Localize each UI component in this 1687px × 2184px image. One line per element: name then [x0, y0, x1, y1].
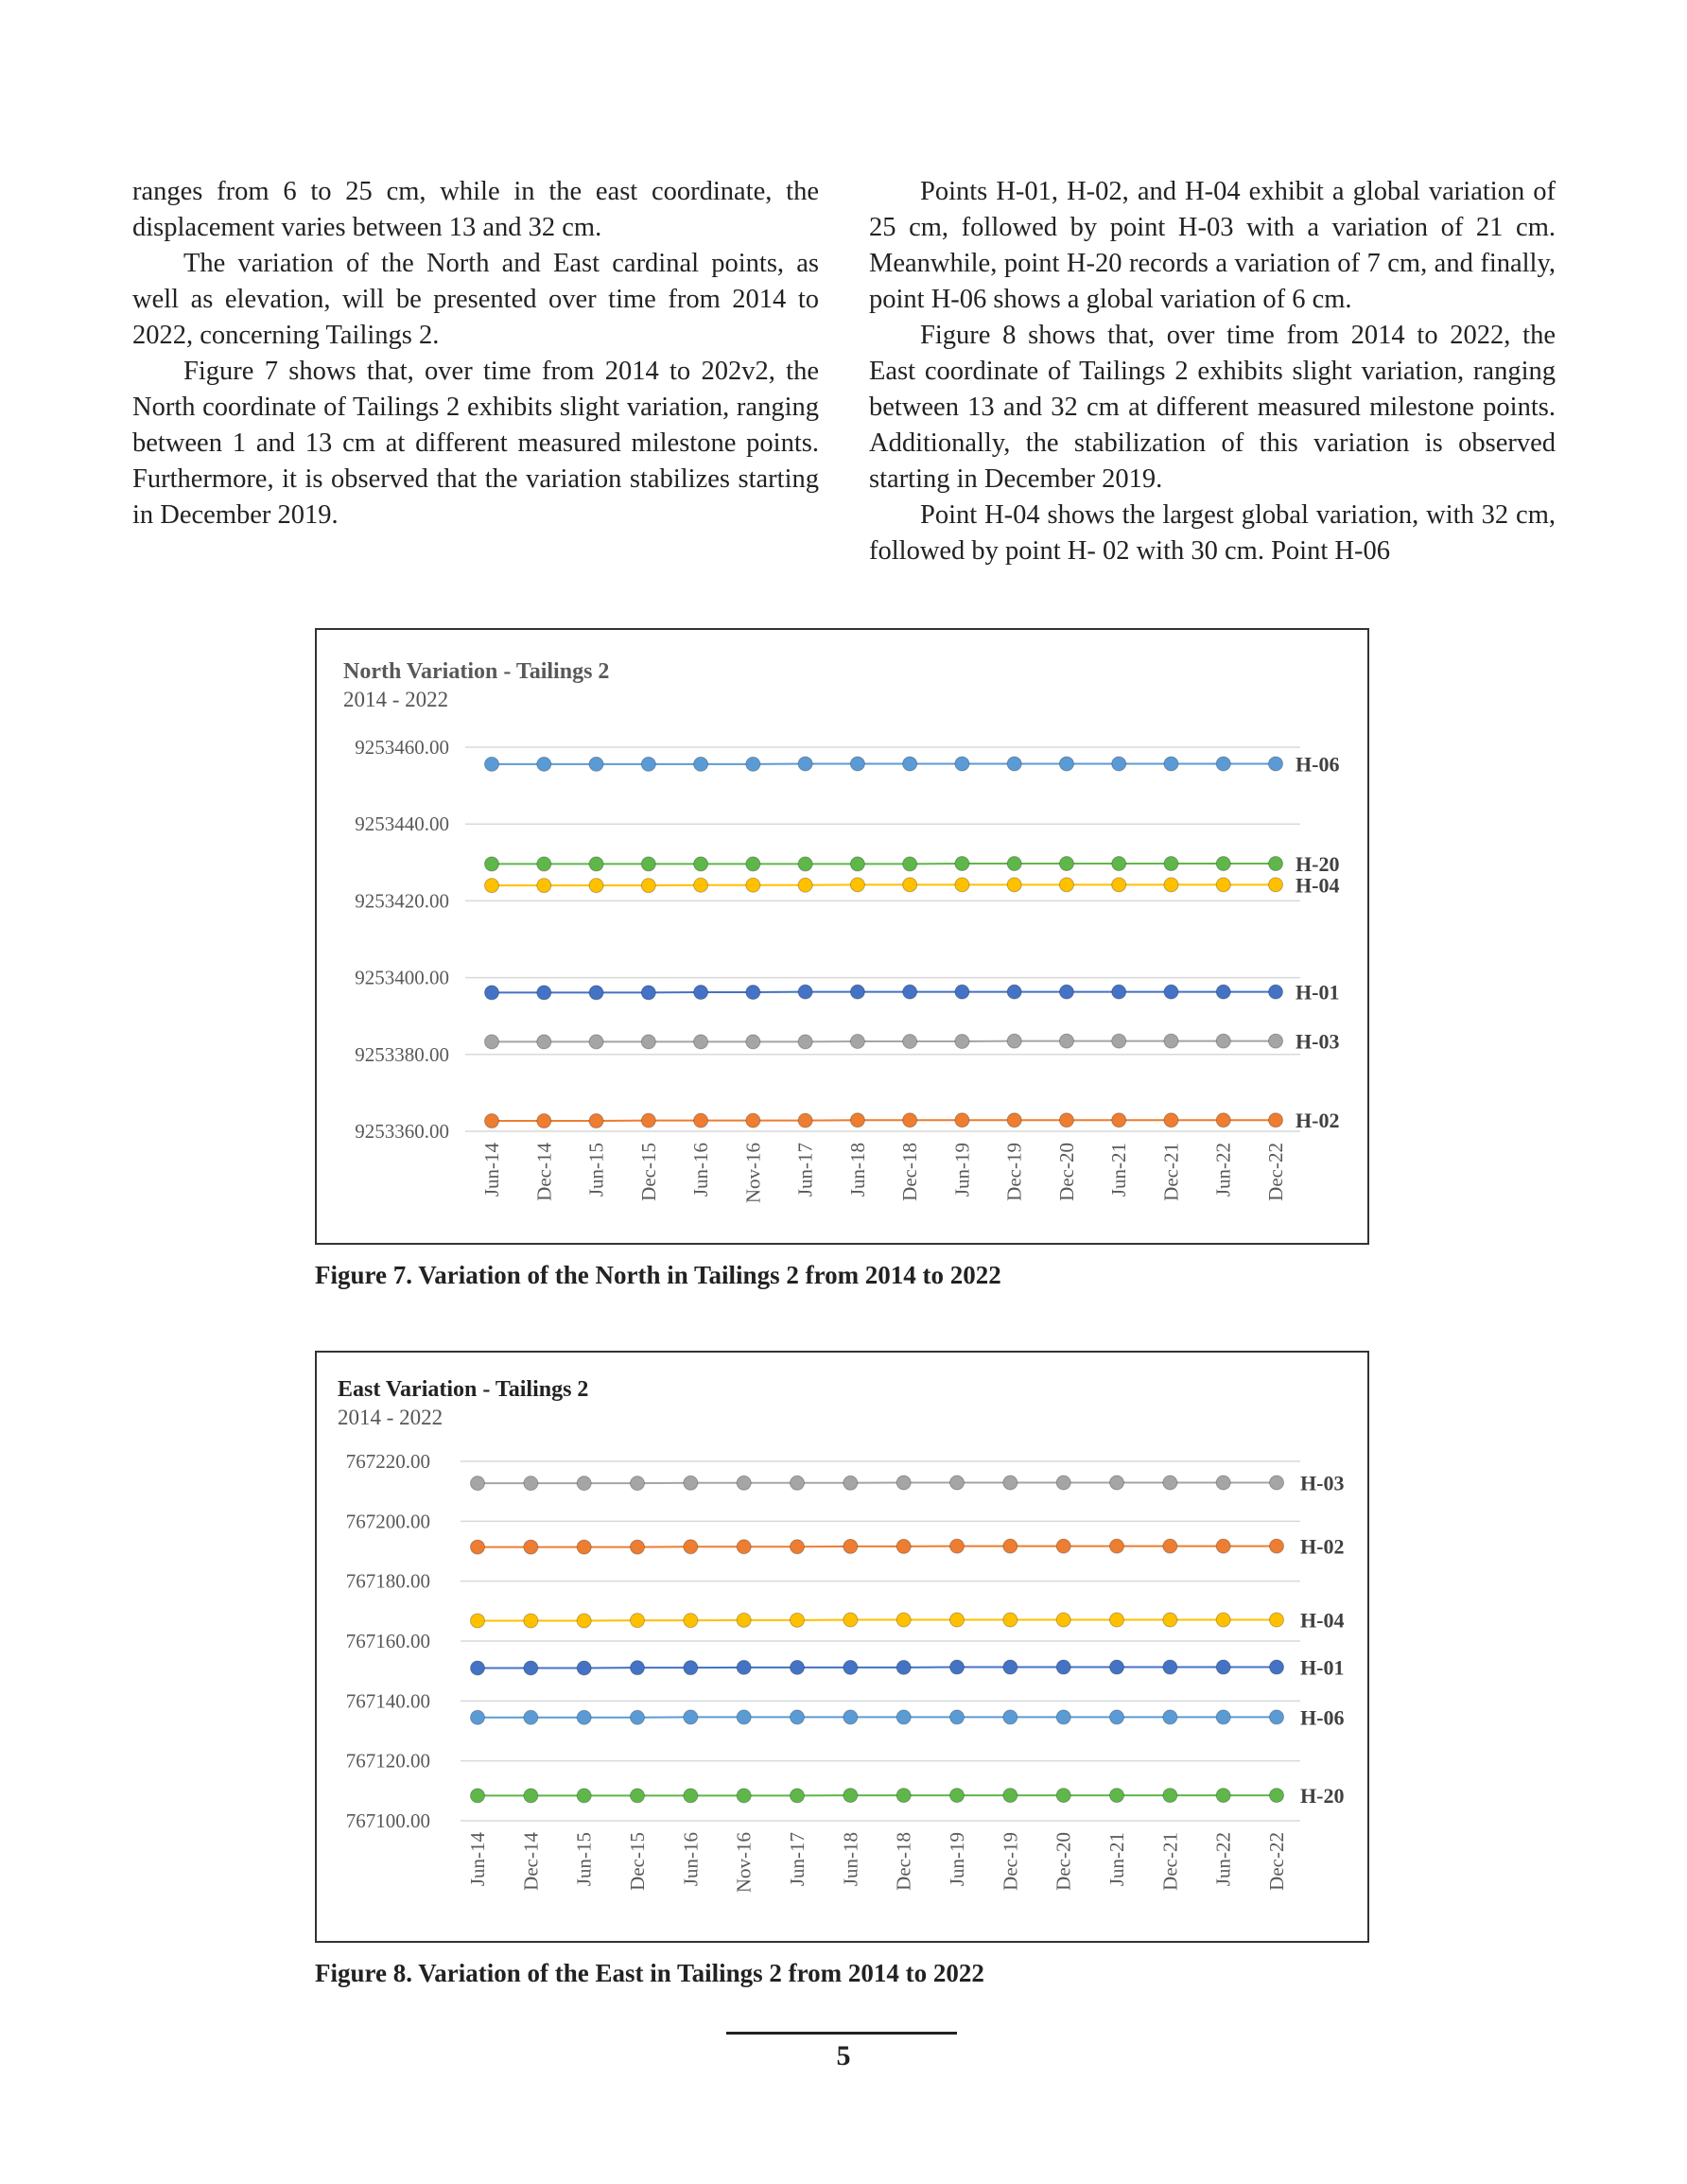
data-point	[694, 1113, 708, 1127]
series-label-h-06: H-06	[1296, 752, 1340, 777]
data-point	[746, 878, 760, 892]
x-tick-label: Jun-15	[572, 1832, 596, 1887]
data-point	[641, 986, 655, 1000]
data-point	[537, 1114, 551, 1128]
data-point	[903, 1113, 917, 1127]
data-point	[1007, 1113, 1021, 1127]
y-tick-label: 767160.00	[345, 1630, 430, 1652]
data-point	[485, 986, 499, 1000]
data-point	[589, 1114, 603, 1128]
y-tick-label: 9253400.00	[355, 966, 449, 989]
data-point	[1003, 1476, 1017, 1490]
east-variation-chart	[315, 1351, 1369, 1943]
data-point	[1269, 1113, 1283, 1127]
data-point	[955, 1113, 969, 1127]
x-tick-label: Jun-21	[1105, 1832, 1128, 1887]
data-point	[1003, 1710, 1017, 1724]
data-point	[1216, 1539, 1230, 1553]
data-point	[737, 1710, 751, 1724]
data-point	[1164, 757, 1178, 771]
x-tick-label: Dec-22	[1265, 1832, 1288, 1891]
data-point	[1216, 878, 1230, 892]
data-point	[577, 1789, 591, 1803]
x-tick-label: Dec-19	[1002, 1143, 1026, 1201]
data-point	[485, 1114, 499, 1128]
x-tick-label: Jun-18	[845, 1143, 869, 1197]
x-tick-label: Dec-21	[1158, 1832, 1182, 1891]
data-point	[631, 1661, 645, 1675]
data-point	[641, 879, 655, 893]
data-point	[1110, 1476, 1124, 1490]
data-point	[1056, 1710, 1070, 1724]
data-point	[1270, 1710, 1284, 1724]
data-point	[737, 1540, 751, 1554]
data-point	[631, 1789, 645, 1803]
x-tick-label: Jun-14	[480, 1143, 503, 1197]
data-point	[1216, 1789, 1230, 1803]
data-point	[524, 1476, 538, 1491]
data-point	[1007, 985, 1021, 999]
data-point	[684, 1789, 698, 1803]
series-label-h-01: H-01	[1300, 1655, 1345, 1680]
data-point	[631, 1476, 645, 1491]
data-point	[1164, 1034, 1178, 1048]
series-label-h-02: H-02	[1296, 1109, 1340, 1133]
series-line-h-04	[492, 884, 1276, 885]
x-tick-label: Dec-15	[636, 1143, 660, 1201]
series-line-h-01	[478, 1668, 1277, 1669]
data-point	[1269, 857, 1283, 871]
data-point	[1110, 1660, 1124, 1674]
data-point	[684, 1614, 698, 1628]
data-point	[1059, 1034, 1073, 1048]
data-point	[631, 1614, 645, 1628]
data-point	[1216, 757, 1230, 771]
x-tick-label: Jun-15	[584, 1143, 608, 1197]
figure-8-caption: Figure 8. Variation of the East in Tailings 2 from 2014 to 2022	[315, 1959, 984, 1987]
data-point	[850, 857, 864, 871]
y-tick-label: 767200.00	[345, 1510, 430, 1533]
data-point	[577, 1540, 591, 1554]
data-point	[737, 1476, 751, 1490]
data-point	[1270, 1539, 1284, 1553]
x-tick-label: Jun-16	[679, 1832, 703, 1887]
data-point	[524, 1614, 538, 1628]
data-point	[903, 985, 917, 999]
data-point	[737, 1613, 751, 1627]
y-tick-label: 9253440.00	[355, 812, 449, 836]
data-point	[896, 1539, 911, 1553]
data-point	[950, 1613, 965, 1627]
data-point	[631, 1710, 645, 1724]
data-point	[589, 1035, 603, 1049]
data-point	[1112, 985, 1126, 999]
data-point	[1112, 757, 1126, 771]
data-point	[950, 1789, 965, 1803]
data-point	[471, 1710, 485, 1724]
data-point	[1059, 757, 1073, 771]
data-point	[791, 1613, 805, 1627]
data-point	[684, 1540, 698, 1554]
paragraph: Point H-04 shows the largest global variation, with 32 cm, followed by point H- 02 with 30 cm. Point H-06	[869, 500, 1556, 566]
paragraph: The variation of the North and East cardinal points, as well as elevation, will be presented over time from 2014 to 2022, concerning Tailings 2.	[132, 249, 819, 350]
data-point	[1216, 1613, 1230, 1627]
data-point	[1163, 1660, 1177, 1674]
x-tick-label: Jun-19	[950, 1143, 974, 1197]
data-point	[746, 986, 760, 1000]
data-point	[1059, 878, 1073, 892]
x-tick-label: Dec-14	[519, 1832, 543, 1891]
data-point	[844, 1613, 858, 1627]
data-point	[641, 1113, 655, 1127]
data-point	[471, 1540, 485, 1554]
data-point	[1164, 985, 1178, 999]
data-point	[1003, 1660, 1017, 1674]
x-tick-label: Jun-22	[1211, 1832, 1235, 1887]
data-point	[1110, 1539, 1124, 1553]
data-point	[537, 879, 551, 893]
x-tick-label: Dec-21	[1159, 1143, 1183, 1201]
data-point	[1216, 1476, 1230, 1490]
data-point	[485, 1035, 499, 1049]
y-tick-label: 9253460.00	[355, 736, 449, 759]
data-point	[1056, 1539, 1070, 1553]
data-point	[471, 1614, 485, 1628]
data-point	[1164, 857, 1178, 871]
data-point	[684, 1476, 698, 1490]
east-chart-svg	[317, 1353, 1367, 1941]
data-point	[1059, 1113, 1073, 1127]
data-point	[694, 757, 708, 771]
data-point	[844, 1789, 858, 1803]
data-point	[1216, 1710, 1230, 1724]
data-point	[1269, 757, 1283, 771]
data-point	[1163, 1710, 1177, 1724]
data-point	[746, 1035, 760, 1049]
data-point	[896, 1710, 911, 1724]
right-column	[869, 174, 1556, 569]
data-point	[694, 986, 708, 1000]
data-point	[471, 1661, 485, 1675]
data-point	[524, 1710, 538, 1724]
data-point	[1163, 1539, 1177, 1553]
data-point	[903, 1034, 917, 1048]
data-point	[641, 757, 655, 771]
data-point	[1163, 1789, 1177, 1803]
data-point	[1216, 985, 1230, 999]
data-point	[577, 1710, 591, 1724]
data-point	[1269, 878, 1283, 892]
north-chart-svg	[317, 630, 1367, 1243]
data-point	[537, 857, 551, 871]
data-point	[589, 857, 603, 871]
x-tick-label: Nov-16	[741, 1143, 765, 1204]
data-point	[950, 1476, 965, 1490]
y-tick-label: 9253420.00	[355, 889, 449, 913]
chart-subtitle: 2014 - 2022	[343, 688, 449, 711]
data-point	[1007, 878, 1021, 892]
chart-subtitle: 2014 - 2022	[338, 1406, 443, 1429]
data-point	[485, 757, 499, 771]
data-point	[1007, 857, 1021, 871]
left-column	[132, 174, 819, 533]
data-point	[850, 878, 864, 892]
y-tick-label: 767140.00	[345, 1689, 430, 1713]
x-tick-label: Jun-19	[946, 1832, 968, 1887]
y-tick-label: 9253380.00	[355, 1042, 449, 1066]
data-point	[1110, 1710, 1124, 1724]
data-point	[791, 1540, 805, 1554]
data-point	[1216, 857, 1230, 871]
x-tick-label: Dec-18	[898, 1143, 922, 1201]
data-point	[641, 857, 655, 871]
series-label-h-01: H-01	[1296, 980, 1340, 1005]
data-point	[1056, 1789, 1070, 1803]
data-point	[955, 878, 969, 892]
data-point	[950, 1710, 965, 1724]
data-point	[791, 1789, 805, 1803]
data-point	[850, 985, 864, 999]
x-tick-label: Dec-14	[532, 1143, 556, 1201]
data-point	[1003, 1613, 1017, 1627]
data-point	[694, 878, 708, 892]
data-point	[955, 985, 969, 999]
page-number: 5	[836, 2040, 851, 2071]
series-label-h-20: H-20	[1296, 852, 1340, 877]
figure-7-caption: Figure 7. Variation of the North in Tailings 2 from 2014 to 2022	[315, 1261, 1001, 1289]
data-point	[798, 1035, 812, 1049]
series-label-h-06: H-06	[1300, 1705, 1345, 1730]
data-point	[524, 1540, 538, 1554]
data-point	[1007, 1034, 1021, 1048]
y-tick-label: 9253360.00	[355, 1120, 449, 1143]
data-point	[746, 857, 760, 871]
data-point	[1112, 1113, 1126, 1127]
data-point	[955, 1034, 969, 1048]
x-tick-label: Dec-19	[999, 1832, 1022, 1891]
data-point	[485, 879, 499, 893]
data-point	[955, 757, 969, 771]
data-point	[1110, 1613, 1124, 1627]
data-point	[471, 1789, 485, 1803]
data-point	[1216, 1034, 1230, 1048]
data-point	[1269, 1034, 1283, 1048]
data-point	[1112, 878, 1126, 892]
data-point	[746, 757, 760, 771]
data-point	[1164, 1113, 1178, 1127]
data-point	[850, 1113, 864, 1127]
series-line-h-04	[478, 1620, 1277, 1621]
data-point	[684, 1661, 698, 1675]
data-point	[1270, 1660, 1284, 1674]
paragraph: ranges from 6 to 25 cm, while in the east coordinate, the displacement varies between 13 and 32 cm.	[132, 177, 819, 242]
data-point	[684, 1710, 698, 1724]
data-point	[589, 879, 603, 893]
x-tick-label: Dec-20	[1054, 1143, 1078, 1201]
data-point	[641, 1035, 655, 1049]
data-point	[844, 1476, 858, 1490]
x-tick-label: Dec-15	[626, 1832, 649, 1891]
x-tick-label: Jun-17	[793, 1143, 817, 1197]
series-label-h-04: H-04	[1300, 1608, 1345, 1633]
data-point	[844, 1539, 858, 1553]
footer-rule	[726, 2032, 957, 2035]
data-point	[589, 986, 603, 1000]
data-point	[1112, 857, 1126, 871]
data-point	[471, 1476, 485, 1491]
data-point	[1216, 1660, 1230, 1674]
data-point	[1059, 857, 1073, 871]
data-point	[1056, 1613, 1070, 1627]
data-point	[1003, 1789, 1017, 1803]
paragraph: Points H-01, H-02, and H-04 exhibit a global variation of 25 cm, followed by point H-03 with a variation of 21 cm. Meanwhile, point H-20 records a variation of 7 cm, and finally, point H-06 shows a global variation of 6 cm.	[869, 177, 1556, 314]
data-point	[537, 986, 551, 1000]
data-point	[798, 878, 812, 892]
data-point	[1164, 878, 1178, 892]
data-point	[631, 1540, 645, 1554]
data-point	[746, 1113, 760, 1127]
data-point	[1007, 757, 1021, 771]
chart-title: North Variation - Tailings 2	[343, 659, 610, 684]
data-point	[577, 1614, 591, 1628]
data-point	[1270, 1613, 1284, 1627]
data-point	[798, 857, 812, 871]
data-point	[955, 857, 969, 871]
y-tick-label: 767120.00	[345, 1749, 430, 1773]
series-line-h-03	[478, 1482, 1277, 1483]
data-point	[1270, 1789, 1284, 1803]
data-point	[1270, 1476, 1284, 1490]
series-line-h-03	[492, 1041, 1276, 1042]
data-point	[524, 1789, 538, 1803]
series-label-h-02: H-02	[1300, 1534, 1345, 1559]
chart-title: East Variation - Tailings 2	[338, 1377, 589, 1402]
data-point	[1059, 985, 1073, 999]
data-point	[850, 1034, 864, 1048]
data-point	[791, 1660, 805, 1674]
x-tick-label: Dec-20	[1052, 1832, 1075, 1891]
data-point	[791, 1476, 805, 1490]
x-tick-label: Jun-18	[839, 1832, 862, 1887]
data-point	[950, 1539, 965, 1553]
north-variation-chart	[315, 628, 1369, 1245]
series-label-h-03: H-03	[1300, 1471, 1345, 1495]
data-point	[844, 1710, 858, 1724]
x-tick-label: Jun-17	[786, 1832, 809, 1887]
series-label-h-20: H-20	[1300, 1784, 1345, 1808]
x-tick-label: Dec-22	[1264, 1143, 1287, 1201]
data-point	[737, 1660, 751, 1674]
y-tick-label: 767180.00	[345, 1569, 430, 1593]
y-tick-label: 767220.00	[345, 1450, 430, 1473]
data-point	[537, 1035, 551, 1049]
data-point	[896, 1613, 911, 1627]
data-point	[537, 757, 551, 771]
data-point	[694, 1035, 708, 1049]
data-point	[1163, 1476, 1177, 1490]
paragraph: Figure 7 shows that, over time from 2014 to 202v2, the North coordinate of Tailings 2 exhibits slight variation, ranging between 1 and 13 cm at different measured milestone points. Furthermore, it is observed that the variation stabilizes starting in December 2019.	[132, 357, 819, 530]
x-tick-label: Jun-16	[689, 1143, 713, 1197]
data-point	[903, 878, 917, 892]
paragraph: Figure 8 shows that, over time from 2014 to 2022, the East coordinate of Tailings 2 exhibits slight variation, ranging between 13 and 32 cm at different measured milestone points. Additionally, the stabilization of this variation is observed starting in December 2019.	[869, 321, 1556, 494]
data-point	[896, 1476, 911, 1490]
data-point	[950, 1660, 965, 1674]
data-point	[694, 857, 708, 871]
data-point	[791, 1710, 805, 1724]
data-point	[896, 1660, 911, 1674]
data-point	[1003, 1539, 1017, 1553]
data-point	[850, 757, 864, 771]
x-tick-label: Jun-22	[1211, 1143, 1235, 1197]
x-tick-label: Nov-16	[732, 1832, 756, 1894]
data-point	[524, 1661, 538, 1675]
data-point	[577, 1476, 591, 1491]
series-label-h-03: H-03	[1296, 1029, 1340, 1054]
data-point	[798, 1113, 812, 1127]
data-point	[577, 1661, 591, 1675]
data-point	[903, 857, 917, 871]
data-point	[1056, 1660, 1070, 1674]
data-point	[896, 1789, 911, 1803]
data-point	[485, 857, 499, 871]
series-line-h-01	[492, 992, 1276, 993]
x-tick-label: Dec-18	[892, 1832, 915, 1891]
series-line-h-02	[492, 1120, 1276, 1121]
series-label-h-04: H-04	[1296, 873, 1340, 898]
data-point	[798, 985, 812, 999]
data-point	[589, 757, 603, 771]
x-tick-label: Jun-14	[466, 1832, 489, 1887]
x-tick-label: Jun-21	[1107, 1143, 1131, 1197]
data-point	[1269, 985, 1283, 999]
data-point	[1110, 1789, 1124, 1803]
data-point	[1216, 1113, 1230, 1127]
data-point	[737, 1789, 751, 1803]
y-tick-label: 767100.00	[345, 1809, 430, 1832]
data-point	[798, 757, 812, 771]
data-point	[1112, 1034, 1126, 1048]
data-point	[903, 757, 917, 771]
series-line-h-02	[478, 1546, 1277, 1547]
data-point	[1163, 1613, 1177, 1627]
data-point	[844, 1660, 858, 1674]
data-point	[1056, 1476, 1070, 1490]
